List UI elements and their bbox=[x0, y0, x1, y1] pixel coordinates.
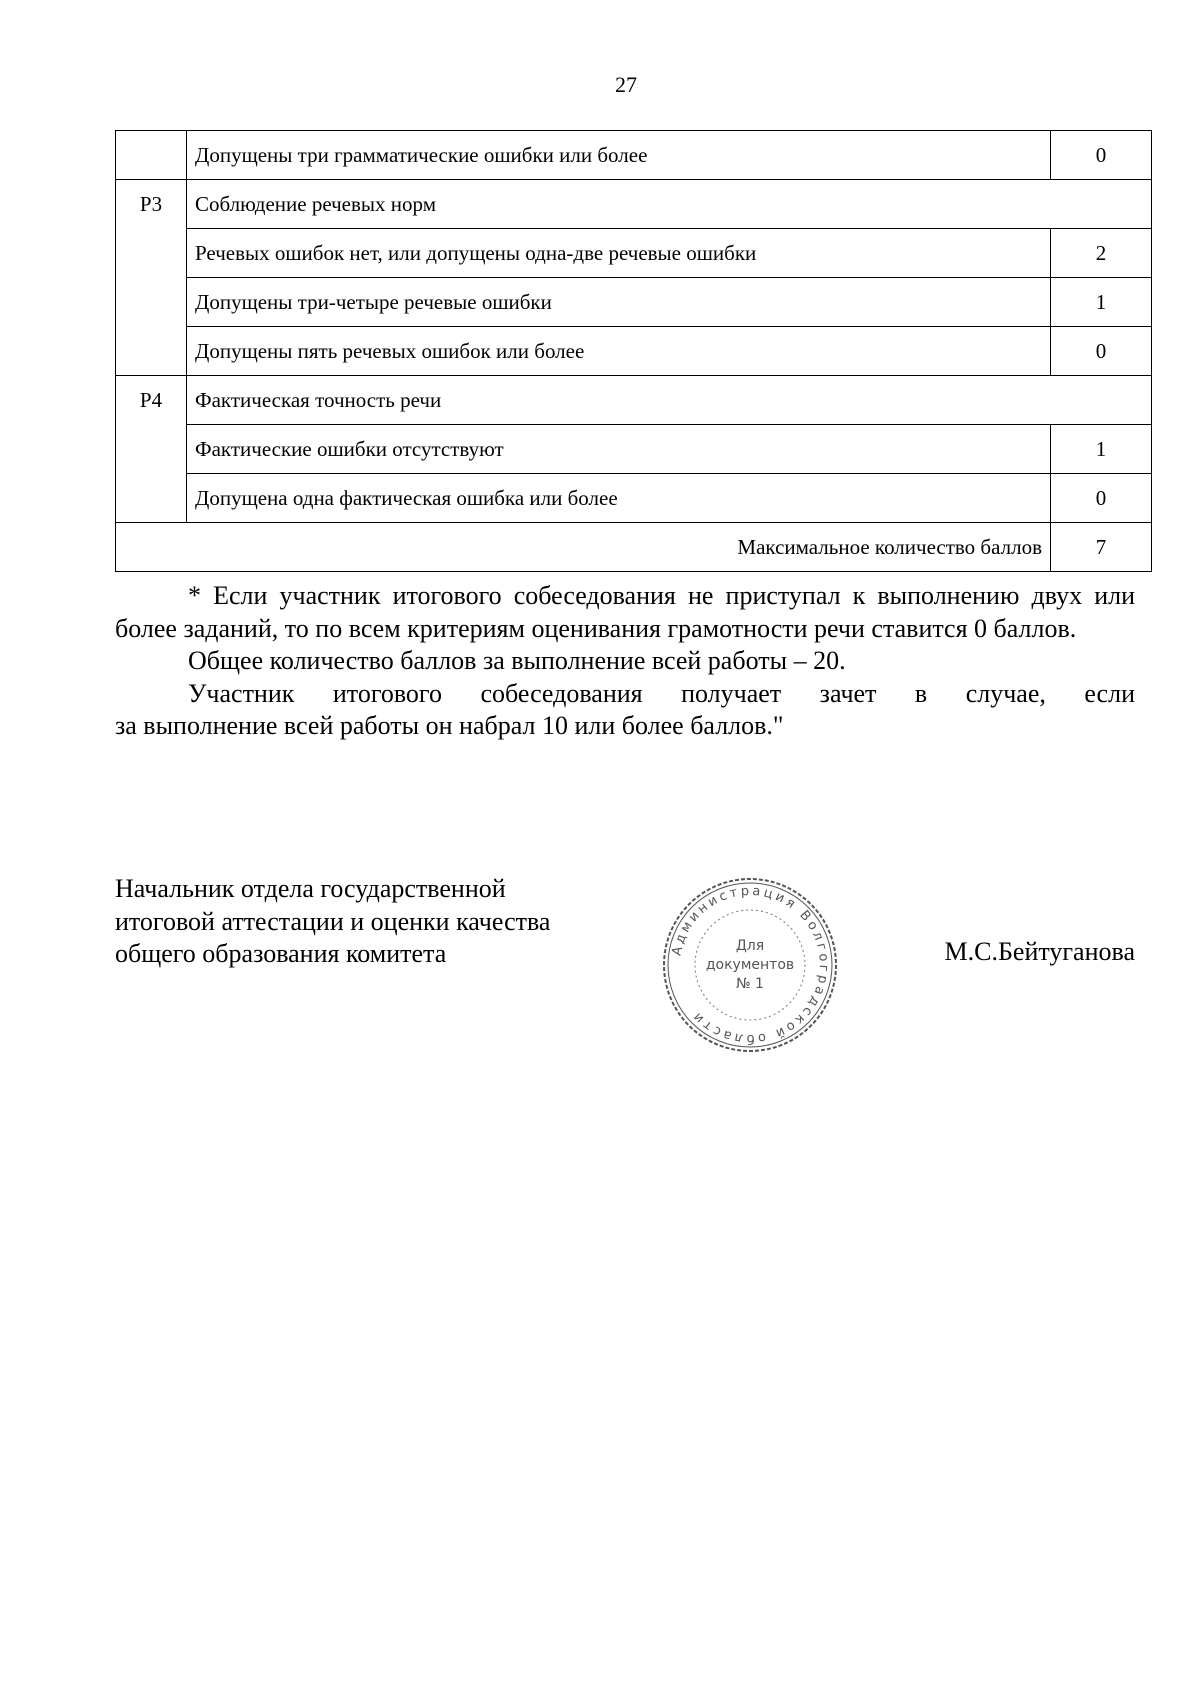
criterion-score: 2 bbox=[1051, 229, 1152, 278]
criterion-code-cell bbox=[116, 131, 187, 180]
stamp-center-line: документов bbox=[705, 957, 795, 973]
stamp-center-line: № 1 bbox=[736, 976, 764, 992]
stamp-center-line: Для bbox=[735, 938, 765, 954]
total-score: 7 bbox=[1051, 523, 1152, 572]
position-line: общего образования комитета bbox=[115, 939, 447, 968]
criterion-code: Р3 bbox=[116, 180, 187, 376]
body-text bbox=[115, 580, 1135, 743]
position-line: итоговой аттестации и оценки качества bbox=[115, 906, 551, 936]
table-row bbox=[116, 425, 1152, 474]
criterion-score: 0 bbox=[1051, 131, 1152, 180]
pass-paragraph-line2: за выполнение всей работы он набрал 10 или более баллов." bbox=[115, 711, 784, 740]
criterion-score: 0 bbox=[1051, 474, 1152, 523]
criterion-description: Допущены три-четыре речевые ошибки bbox=[187, 278, 1051, 327]
table-total-row bbox=[116, 523, 1152, 572]
criterion-score: 1 bbox=[1051, 278, 1152, 327]
total-label: Максимальное количество баллов bbox=[116, 523, 1051, 572]
criterion-description: Допущены пять речевых ошибок или более bbox=[187, 327, 1051, 376]
stamp-outer-text: Администрация Волгоградской области bbox=[669, 883, 832, 1047]
table-row bbox=[116, 376, 1152, 425]
note-paragraph: * Если участник итогового собеседования не приступал к выполнению двух или более заданий, то по всем критериям оценивания грамотности речи ставится 0 баллов. bbox=[115, 581, 1135, 643]
criterion-description: Фактические ошибки отсутствуют bbox=[187, 425, 1051, 474]
table-row bbox=[116, 474, 1152, 523]
official-stamp bbox=[660, 875, 840, 1055]
table-row bbox=[116, 229, 1152, 278]
pass-paragraph-line1: Участник итогового собеседования получает зачет в случае, если bbox=[188, 678, 1135, 708]
table-row bbox=[116, 327, 1152, 376]
total-paragraph: Общее количество баллов за выполнение всей работы – 20. bbox=[188, 646, 846, 675]
criterion-score: 1 bbox=[1051, 425, 1152, 474]
criterion-heading: Фактическая точность речи bbox=[187, 376, 1152, 425]
signer-name: М.С.Бейтуганова bbox=[944, 937, 1135, 966]
table-row bbox=[116, 278, 1152, 327]
table-row bbox=[116, 180, 1152, 229]
table-row bbox=[116, 131, 1152, 180]
criterion-description: Допущена одна фактическая ошибка или более bbox=[187, 474, 1051, 523]
criterion-description: Допущены три грамматические ошибки или более bbox=[187, 131, 1051, 180]
signer-position bbox=[115, 873, 550, 971]
criterion-description: Речевых ошибок нет, или допущены одна-две речевые ошибки bbox=[187, 229, 1051, 278]
page-number: 27 bbox=[615, 72, 637, 97]
criterion-code: Р4 bbox=[116, 376, 187, 523]
position-line: Начальник отдела государственной bbox=[115, 874, 506, 903]
criterion-score: 0 bbox=[1051, 327, 1152, 376]
criterion-heading: Соблюдение речевых норм bbox=[187, 180, 1152, 229]
criteria-table bbox=[115, 130, 1152, 572]
